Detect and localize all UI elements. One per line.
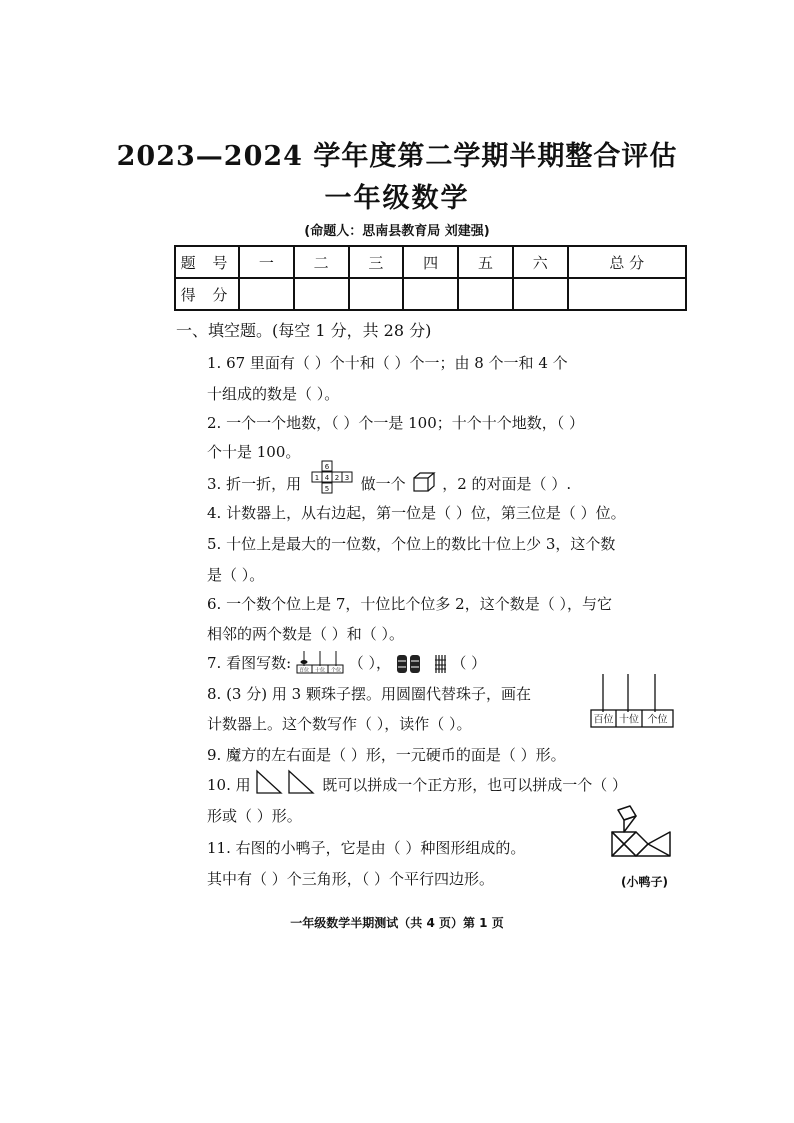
question-3-post: ，2 的对面是（ ）. — [442, 475, 572, 493]
score-header-row — [175, 246, 686, 278]
score-blank[interactable] — [568, 278, 686, 310]
cube-icon — [412, 471, 436, 493]
score-blank[interactable] — [294, 278, 349, 310]
net-face: 4 — [324, 474, 330, 482]
score-blank[interactable] — [349, 278, 404, 310]
question-5-line-b: 是（ ）。 — [207, 566, 265, 584]
triangles-icon — [255, 769, 317, 795]
question-11-line-b: 其中有（ ）个三角形，（ ）个平行四边形。 — [207, 870, 495, 888]
question-1-line-a: 1. 67 里面有（ ）个十和（ ）个一；由 8 个一和 4 个 — [207, 354, 568, 372]
counter-abacus-drawing — [590, 672, 676, 730]
abacus-bead — [300, 660, 307, 664]
score-cell: 一 — [239, 246, 294, 278]
exam-subtitle: 一年级数学 — [324, 183, 470, 214]
score-value-row — [175, 278, 686, 310]
question-10-line — [207, 774, 627, 795]
net-face: 3 — [344, 474, 350, 482]
score-cell: 三 — [349, 246, 404, 278]
score-blank[interactable] — [458, 278, 513, 310]
net-face: 5 — [324, 485, 330, 493]
place-label: 个位 — [647, 714, 668, 726]
question-9-line: 9. 魔方的左右面是（ ）形，一元硬币的面是（ ）形。 — [207, 746, 566, 764]
question-3-line — [207, 463, 572, 498]
question-1-line-b: 十组成的数是（ ）。 — [207, 385, 340, 403]
net-face: 2 — [334, 474, 340, 482]
exam-title: 2023—2024 学年度第二学期半期整合评估 — [116, 141, 678, 172]
place-label: 十位 — [619, 714, 639, 726]
abacus-label: 百位 — [298, 667, 309, 674]
page-footer: 一年级数学半期测试（共 4 页）第 1 页 — [290, 916, 504, 930]
question-6-line-a: 6. 一个数个位上是 7，十位比个位多 2，这个数是（ ），与它 — [207, 595, 612, 613]
abacus-label: 个位 — [330, 667, 341, 674]
question-4-line: 4. 计数器上，从右边起，第一位是（ ）位，第三位是（ ）位。 — [207, 504, 626, 522]
cube-net-icon — [308, 460, 354, 498]
duck-caption: (小鸭子) — [621, 875, 668, 889]
question-7-blank-2: （ ） — [451, 654, 487, 672]
score-cell: 题 号 — [175, 246, 239, 278]
question-8-line-b: 计数器上。这个数写作（ ），读作（ ）。 — [207, 715, 472, 733]
author-line: (命题人：思南县教育局 刘建强) — [304, 224, 490, 239]
question-11-line-a: 11. 右图的小鸭子，它是由（ ）种图形组成的。 — [207, 839, 526, 857]
question-3-mid: 做一个 — [360, 475, 406, 493]
question-10-line-b: 形或（ ）形。 — [207, 807, 302, 825]
question-7-line — [207, 652, 486, 675]
score-cell: 二 — [294, 246, 349, 278]
score-table — [174, 245, 687, 311]
question-7-blank-1: （ ）， — [348, 654, 391, 672]
score-cell: 总 分 — [568, 246, 686, 278]
question-3-pre: 3. 折一折，用 — [207, 475, 302, 493]
score-blank[interactable] — [403, 278, 458, 310]
question-2-line-b: 个十是 100。 — [207, 443, 301, 461]
question-6-line-b: 相邻的两个数是（ ）和（ ）。 — [207, 625, 405, 643]
score-label: 得 分 — [175, 278, 239, 310]
score-blank[interactable] — [513, 278, 568, 310]
question-2-line-a: 2. 一个一个地数，（ ）个一是 100；十个十个地数，（ ） — [207, 414, 585, 432]
score-cell: 五 — [458, 246, 513, 278]
section-heading: 一、填空题。(每空 1 分，共 28 分) — [176, 321, 432, 340]
duck-tangram-drawing — [608, 804, 674, 870]
net-face: 6 — [324, 463, 330, 471]
question-7-pre: 7. 看图写数: — [207, 654, 292, 672]
question-10-pre: 10. 用 — [207, 776, 251, 794]
score-cell: 四 — [403, 246, 458, 278]
question-8-line-a: 8. (3 分) 用 3 颗珠子摆。用圆圈代替珠子，画在 — [207, 685, 531, 703]
score-blank[interactable] — [239, 278, 294, 310]
question-5-line-a: 5. 十位上是最大的一位数，个位上的数比十位上少 3，这个数 — [207, 535, 616, 553]
net-face: 1 — [314, 474, 320, 482]
question-10-post: 既可以拼成一个正方形，也可以拼成一个（ ） — [322, 776, 627, 794]
place-label: 百位 — [593, 714, 614, 726]
abacus-label: 十位 — [314, 667, 325, 674]
bead-rod-icon — [433, 653, 447, 675]
bead-stack-icon — [396, 653, 422, 675]
score-cell: 六 — [513, 246, 568, 278]
abacus-icon — [296, 650, 344, 674]
